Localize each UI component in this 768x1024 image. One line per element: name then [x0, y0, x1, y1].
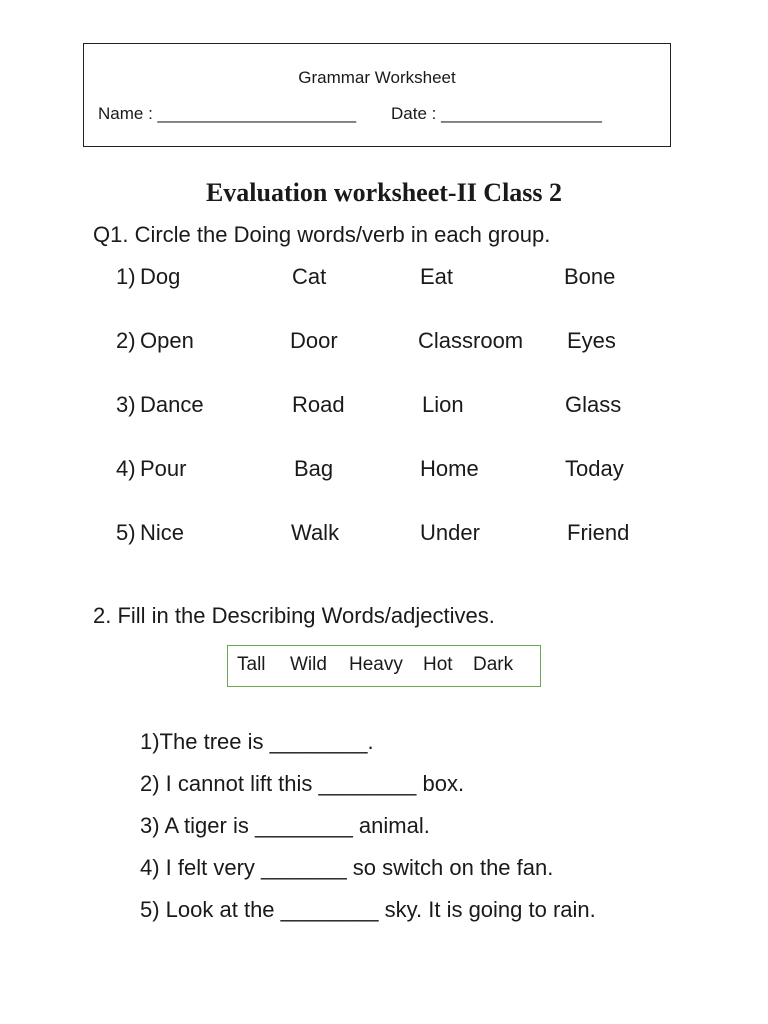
group-number: 2) — [116, 328, 136, 353]
word-group-1 — [0, 264, 768, 294]
adjective-word-box — [227, 645, 541, 687]
word-option: Road — [292, 392, 345, 417]
word-option: Dog — [140, 264, 181, 289]
word-option: Friend — [567, 520, 630, 545]
word-option: Classroom — [418, 328, 524, 353]
group-number: 5) — [116, 520, 136, 545]
word-option: Eyes — [567, 328, 616, 353]
word-option: Cat — [292, 264, 327, 289]
header-box — [83, 43, 671, 147]
word-option: Bone — [564, 264, 616, 289]
word-option: Eat — [420, 264, 454, 289]
word-option: Walk — [291, 520, 340, 545]
adjective-option: Dark — [473, 654, 514, 675]
word-option: Door — [290, 328, 338, 353]
fill-in-sentence: 1)The tree is ________. — [140, 729, 374, 754]
name-field-line: Name : _____________________ — [98, 104, 357, 123]
word-group-5 — [0, 520, 768, 550]
fill-in-sentence: 3) A tiger is ________ animal. — [140, 813, 430, 838]
adjective-option: Tall — [237, 654, 266, 675]
word-group-4 — [0, 456, 768, 486]
word-option: Nice — [140, 520, 185, 545]
word-group-2 — [0, 328, 768, 358]
word-option: Glass — [565, 392, 622, 417]
word-option: Lion — [422, 392, 464, 417]
word-option: Bag — [294, 456, 334, 481]
fill-in-sentence: 5) Look at the ________ sky. It is going to rain. — [140, 897, 596, 922]
adjective-option: Wild — [290, 654, 327, 675]
word-option: Home — [420, 456, 479, 481]
word-option: Today — [565, 456, 624, 481]
page-title: Evaluation worksheet-II Class 2 — [205, 178, 563, 207]
fill-in-sentence: 4) I felt very _______ so switch on the fan. — [140, 855, 554, 880]
question-1-heading: Q1. Circle the Doing words/verb in each group. — [93, 222, 551, 247]
group-number: 4) — [116, 456, 136, 481]
date-field-line: Date : _________________ — [391, 104, 602, 123]
word-option: Open — [140, 328, 194, 353]
group-number: 1) — [116, 264, 136, 289]
fill-in-sentence: 2) I cannot lift this ________ box. — [140, 771, 465, 796]
group-number: 3) — [116, 392, 136, 417]
adjective-option: Heavy — [349, 654, 403, 675]
question-2-heading: 2. Fill in the Describing Words/adjectives. — [93, 603, 495, 628]
adjective-option: Hot — [423, 654, 453, 675]
word-group-3 — [0, 392, 768, 422]
word-option: Pour — [140, 456, 187, 481]
worksheet-title: Grammar Worksheet — [298, 68, 456, 87]
word-option: Under — [420, 520, 480, 545]
word-option: Dance — [140, 392, 204, 417]
